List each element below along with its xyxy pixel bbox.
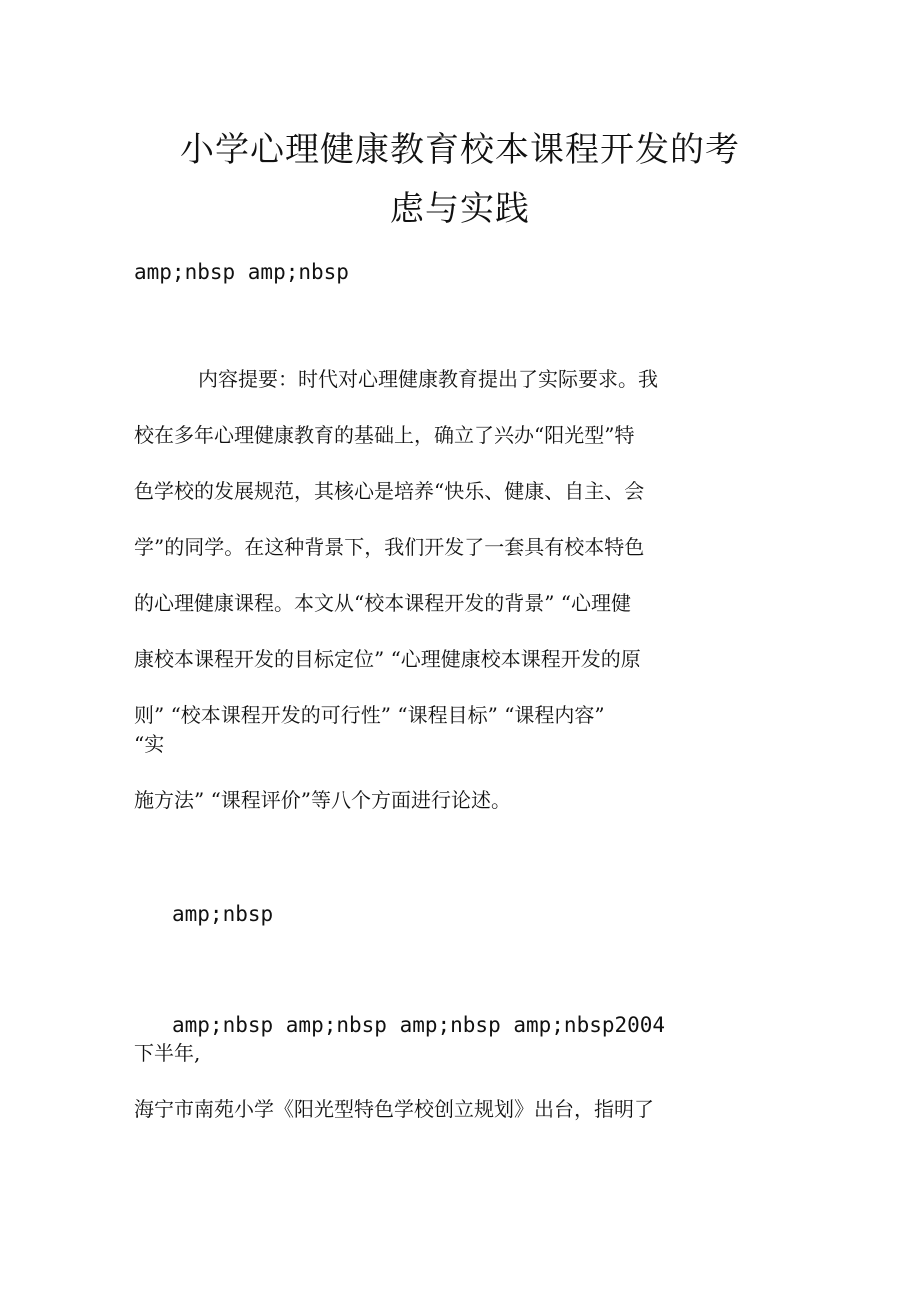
abstract-line: 康校本课程开发的目标定位” “心理健康校本课程开发的原: [134, 647, 641, 671]
abstract-line: 内容提要：时代对心理健康教育提出了实际要求。我: [198, 367, 658, 391]
nbsp-artifact-line: amp;nbsp amp;nbsp: [134, 260, 349, 284]
nbsp-artifact-line: amp;nbsp amp;nbsp amp;nbsp amp;nbsp2004: [172, 1013, 666, 1037]
abstract-line: 学”的同学。在这种背景下，我们开发了一套具有校本特色: [134, 535, 645, 559]
paragraph-line: 海宁市南苑小学《阳光型特色学校创立规划》出台，指明了: [134, 1097, 654, 1121]
document-title-line-1: 小学心理健康教育校本课程开发的考: [180, 130, 740, 170]
document-title-line-2: 虑与实践: [390, 189, 530, 229]
abstract-line: 则” “校本课程开发的可行性” “课程目标” “课程内容”: [134, 703, 605, 727]
abstract-line: 施方法” “课程评价”等八个方面进行论述。: [134, 788, 512, 812]
nbsp-artifact-line: amp;nbsp: [172, 902, 274, 926]
abstract-line: “实: [134, 732, 165, 756]
paragraph-line: 下半年,: [134, 1041, 201, 1065]
abstract-line: 的心理健康课程。本文从“校本课程开发的背景” “心理健: [134, 591, 632, 615]
abstract-line: 色学校的发展规范，其核心是培养“快乐、健康、自主、会: [134, 479, 645, 503]
abstract-line: 校在多年心理健康教育的基础上，确立了兴办“阳光型”特: [134, 423, 635, 447]
